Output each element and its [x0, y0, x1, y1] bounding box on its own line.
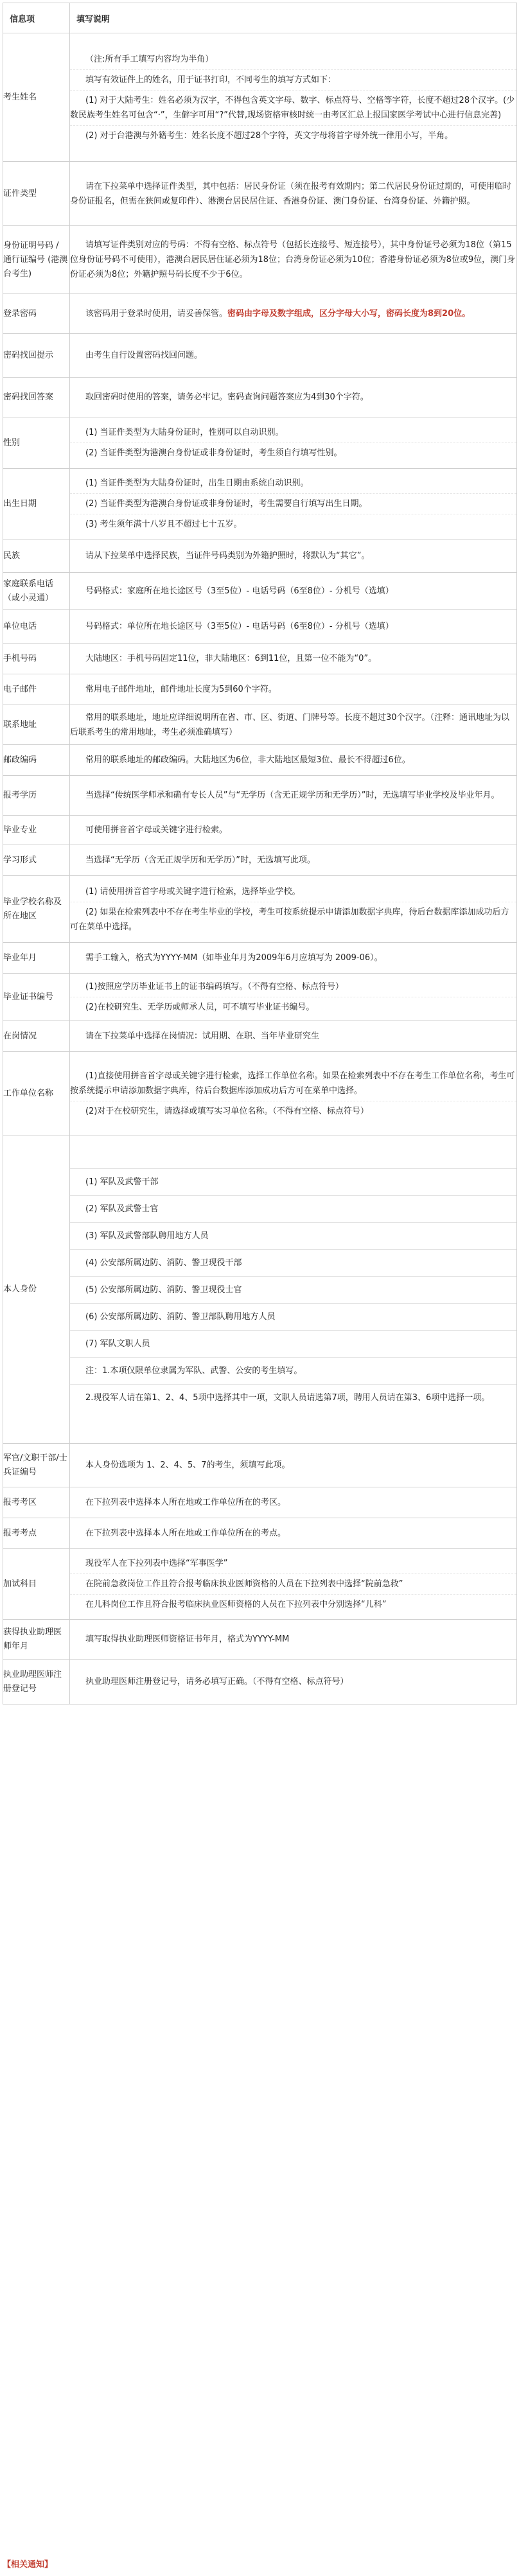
field-name: 家庭联系电话（或小灵通）: [3, 573, 70, 610]
field-name: 手机号码: [3, 644, 70, 674]
description-paragraph: 请填写证件类别对应的号码：不得有空格、标点符号（包括长连接号、短连接号），其中身份证号必须为18位（第15位身份证号码不可使用），港澳台居民居住证必须为18位；台湾身份证必须为10位；香港身份证必须为8位或9位，澳门身份证必须为8位；外籍护照号码长度不少于6位。: [70, 240, 516, 279]
description-paragraph: 在下拉列表中选择本人所在地或工作单位所在的考点。: [85, 1529, 286, 1538]
field-name: 毕业年月: [3, 943, 70, 974]
description-paragraph: (3) 考生须年满十八岁且不超过七十五岁。: [70, 514, 516, 534]
description-paragraph: (1) 对于大陆考生：姓名必须为汉字，不得包含英文字母、数字、标点符号、空格等字符，长度不超过28个汉字。(少数民族考生姓名可包含“·”，生僻字可用“?”代替,现场资格审核时统一由考区汇总上报国家医学考试中心进行信息完善): [70, 90, 516, 125]
password-rule-highlight: 密码由字母及数字组成，区分字母大小写，密码长度为8到20位。: [227, 309, 471, 319]
table-row: [3, 876, 517, 943]
table-row: [3, 1487, 517, 1518]
field-description: [70, 876, 517, 943]
description-paragraph: (2)对于在校研究生，请选择或填写实习单位名称。（不得有空格、标点符号）: [70, 1101, 516, 1121]
table-row: [3, 644, 517, 674]
field-description: [70, 1549, 517, 1620]
table-row: [3, 573, 517, 610]
field-description: [70, 294, 517, 334]
table-row: [3, 1021, 517, 1052]
table-row: [3, 539, 517, 573]
field-description: [70, 974, 517, 1021]
table-row: [3, 417, 517, 469]
table-row: [3, 1660, 517, 1704]
description-paragraph: 大陆地区：手机号码固定11位，非大陆地区：6到11位，且第一位不能为“0”。: [85, 654, 377, 663]
field-description: [70, 1021, 517, 1052]
description-paragraph: (2) 军队及武警士官: [70, 1195, 516, 1222]
description-paragraph: 注：1.本项仅限单位隶属为军队、武警、公安的考生填写。: [70, 1357, 516, 1384]
table-row: [3, 469, 517, 539]
field-name: 密码找回提示: [3, 334, 70, 378]
description-paragraph: 执业助理医师注册登记号，请务必填写正确。（不得有空格、标点符号）: [85, 1677, 349, 1687]
table-row: [3, 1444, 517, 1487]
field-description: [70, 334, 517, 378]
field-name: 毕业证书编号: [3, 974, 70, 1021]
table-row: [3, 33, 517, 162]
description-paragraph: 当选择“传统医学师承和确有专长人员”与“无学历（含无正规学历和无学历）”时，无选填写毕业学校及毕业年月。: [85, 791, 500, 800]
table-row: [3, 745, 517, 776]
description-paragraph: 取回密码时使用的答案，请务必牢记。密码查询问题答案应为4到30个字符。: [85, 392, 369, 402]
description-paragraph: 常用的联系地址，地址应详细说明所在省、市、区、街道、门牌号等。长度不超过30个汉字。（注释：通讯地址为以后联系考生的常用地址，考生必须准确填写）: [70, 712, 510, 737]
description-paragraph: 请在下拉菜单中选择在岗情况：试用期、在职、当年毕业研究生: [85, 1031, 320, 1041]
table-row: [3, 162, 517, 226]
table-row: [3, 294, 517, 334]
table-header-row: [3, 3, 517, 33]
field-description: [70, 1518, 517, 1549]
description-paragraph: (7) 军队文职人员: [70, 1330, 516, 1357]
description-paragraph: (1) 当证件类型为大陆身份证时，出生日期由系统自动识别。: [85, 478, 309, 488]
table-row: [3, 378, 517, 417]
registration-info-table: [3, 3, 517, 1704]
description-paragraph: 该密码用于登录时使用，请妥善保管。密码由字母及数字组成，区分字母大小写，密码长度为8到20位。: [85, 309, 471, 319]
description-paragraph: 填写取得执业助理医师资格证书年月，格式为YYYY-MM: [85, 1634, 290, 1644]
description-paragraph: (1)直接使用拼音首字母或关键字进行检索，选择工作单位名称。如果在检索列表中不存在考生工作单位名称，考生可按系统提示申请添加数据字典库，待后台数据库添加成功后方可在菜单中选择。: [70, 1071, 515, 1096]
field-description: [70, 845, 517, 876]
description-paragraph: (1) 军队及武警干部: [70, 1168, 516, 1195]
table-row: [3, 776, 517, 816]
table-row: [3, 816, 517, 845]
table-row: [3, 1518, 517, 1549]
field-description: [70, 705, 517, 745]
description-paragraph: (6) 公安部所属边防、消防、警卫部队聘用地方人员: [70, 1303, 516, 1330]
field-name: 工作单位名称: [3, 1052, 70, 1135]
description-paragraph: 由考生自行设置密码找回问题。: [85, 351, 203, 360]
description-paragraph: (2) 当证件类型为港澳台身份证或非身份证时，考生须自行填写性别。: [70, 442, 516, 463]
description-paragraph: 填写有效证件上的姓名，用于证书打印，不同考生的填写方式如下：: [70, 69, 516, 90]
field-name: 毕业学校名称及所在地区: [3, 876, 70, 943]
field-description: [70, 1135, 517, 1444]
description-paragraph: 当选择“无学历（含无正规学历和无学历）”时，无选填写此项。: [85, 855, 315, 865]
field-description: [70, 539, 517, 573]
field-name: 军官/文职干部/士兵证编号: [3, 1444, 70, 1487]
field-name: 性别: [3, 417, 70, 469]
description-paragraph: （注:所有手工填写内容均为半角）: [85, 54, 214, 64]
field-description: [70, 943, 517, 974]
page: [3, 3, 516, 2573]
description-paragraph: 在下拉列表中选择本人所在地或工作单位所在的考区。: [85, 1498, 286, 1507]
related-notice-link[interactable]: 【相关通知】: [3, 2560, 53, 2570]
field-name: 民族: [3, 539, 70, 573]
field-name: 获得执业助理医师年月: [3, 1620, 70, 1660]
description-paragraph: 本人身份选项为 1、2、4、5、7的考生，须填写此项。: [85, 1460, 290, 1470]
description-paragraph: (2) 当证件类型为港澳台身份证或非身份证时，考生需要自行填写出生日期。: [70, 493, 516, 514]
field-name: 执业助理医师注册登记号: [3, 1660, 70, 1704]
table-row: [3, 1135, 517, 1444]
description-paragraph: 可使用拼音首字母或关键字进行检索。: [85, 825, 228, 835]
field-name: 在岗情况: [3, 1021, 70, 1052]
description-paragraph: 2.现役军人请在第1、2、4、5项中选择其中一项，文职人员请选第7项，聘用人员请在第3、6项中选择一项。: [70, 1384, 516, 1411]
description-paragraph: (1) 当证件类型为大陆身份证时，性别可以自动识别。: [85, 428, 284, 437]
field-description: [70, 469, 517, 539]
field-name: 登录密码: [3, 294, 70, 334]
field-name: 考生姓名: [3, 33, 70, 162]
table-row: [3, 845, 517, 876]
field-description: [70, 776, 517, 816]
description-paragraph: 现役军人在下拉列表中选择“军事医学”: [85, 1559, 228, 1568]
field-name: 证件类型: [3, 162, 70, 226]
description-paragraph: 常用电子邮件地址，邮件地址长度为5到60个字符。: [85, 685, 277, 694]
description-paragraph: (5) 公安部所属边防、消防、警卫现役士官: [70, 1276, 516, 1303]
description-paragraph: (2) 对于台港澳与外籍考生：姓名长度不超过28个字符，英文字母将首字母外统一律用小写，半角。: [70, 125, 516, 146]
table-row: [3, 226, 517, 294]
description-paragraph: 请从下拉菜单中选择民族，当证件号码类别为外籍护照时，将默认为“其它”。: [85, 551, 370, 561]
field-description: [70, 1052, 517, 1135]
table-row: [3, 705, 517, 745]
field-name: 报考考区: [3, 1487, 70, 1518]
description-paragraph: 在院前急救岗位工作且符合报考临床执业医师资格的人员在下拉列表中选择“院前急救”: [70, 1573, 516, 1594]
description-paragraph: (2)在校研究生、无学历或师承人员，可不填写毕业证书编号。: [70, 997, 516, 1017]
table-row: [3, 1620, 517, 1660]
field-description: [70, 1444, 517, 1487]
description-paragraph: (2) 如果在检索列表中不存在考生毕业的学校，考生可按系统提示申请添加数据字典库，待后台数据库添加成功后方可在菜单中选择。: [70, 902, 516, 937]
field-description: [70, 33, 517, 162]
field-name: 本人身份: [3, 1135, 70, 1444]
field-description: [70, 674, 517, 705]
field-name: 电子邮件: [3, 674, 70, 705]
field-name: 毕业专业: [3, 816, 70, 845]
field-description: [70, 378, 517, 417]
description-paragraph: (4) 公安部所属边防、消防、警卫现役干部: [70, 1249, 516, 1276]
table-row: [3, 943, 517, 974]
field-name: 加试科目: [3, 1549, 70, 1620]
table-row: [3, 1052, 517, 1135]
table-body: [3, 33, 517, 1704]
table-row: [3, 974, 517, 1021]
field-description: [70, 1660, 517, 1704]
field-name: 出生日期: [3, 469, 70, 539]
description-paragraph: 需手工输入，格式为YYYY-MM（如毕业年月为2009年6月应填写为 2009-06）。: [85, 953, 383, 963]
field-name: 报考考点: [3, 1518, 70, 1549]
description-paragraph: (1)按照应学历毕业证书上的证书编码填写。（不得有空格、标点符号）: [85, 982, 344, 992]
field-name: 身份证明号码 / 通行证编号 (港澳台考生): [3, 226, 70, 294]
table-row: [3, 334, 517, 378]
field-description: [70, 644, 517, 674]
field-description: [70, 610, 517, 644]
field-name: 学习形式: [3, 845, 70, 876]
field-name: 邮政编码: [3, 745, 70, 776]
description-paragraph: (3) 军队及武警部队聘用地方人员: [70, 1222, 516, 1249]
field-name: 联系地址: [3, 705, 70, 745]
field-description: [70, 417, 517, 469]
description-paragraph: 请在下拉菜单中选择证件类型，其中包括：居民身份证（须在报考有效期内；第二代居民身份证过期的，可使用临时身份证报名，但需在狭间或复印件）、港澳台居民居住证、香港身份证、澳门身份证、台湾身份证、外籍护照。: [70, 181, 512, 206]
description-paragraph: 常用的联系地址的邮政编码。大陆地区为6位，非大陆地区最短3位、最长不得超过6位。: [85, 755, 410, 765]
description-paragraph: 在儿科岗位工作且符合报考临床执业医师资格的人员在下拉列表中分别选择“儿科”: [70, 1594, 516, 1615]
header-description: 填写说明: [70, 3, 517, 33]
field-name: 报考学历: [3, 776, 70, 816]
description-paragraph: 号码格式：家庭所在地长途区号（3至5位）- 电话号码（6至8位）- 分机号（选填）: [85, 586, 394, 596]
field-description: [70, 226, 517, 294]
field-description: [70, 745, 517, 776]
field-description: [70, 1487, 517, 1518]
field-name: 密码找回答案: [3, 378, 70, 417]
description-paragraph: 号码格式：单位所在地长途区号（3至5位）- 电话号码（6至8位）- 分机号（选填）: [85, 622, 394, 631]
table-row: [3, 674, 517, 705]
header-field: 信息项: [3, 3, 70, 33]
field-description: [70, 162, 517, 226]
description-paragraph: (1) 请使用拼音首字母或关键字进行检索，选择毕业学校。: [85, 886, 301, 897]
field-description: [70, 816, 517, 845]
field-description: [70, 1620, 517, 1660]
table-row: [3, 610, 517, 644]
field-name: 单位电话: [3, 610, 70, 644]
field-description: [70, 573, 517, 610]
table-row: [3, 1549, 517, 1620]
